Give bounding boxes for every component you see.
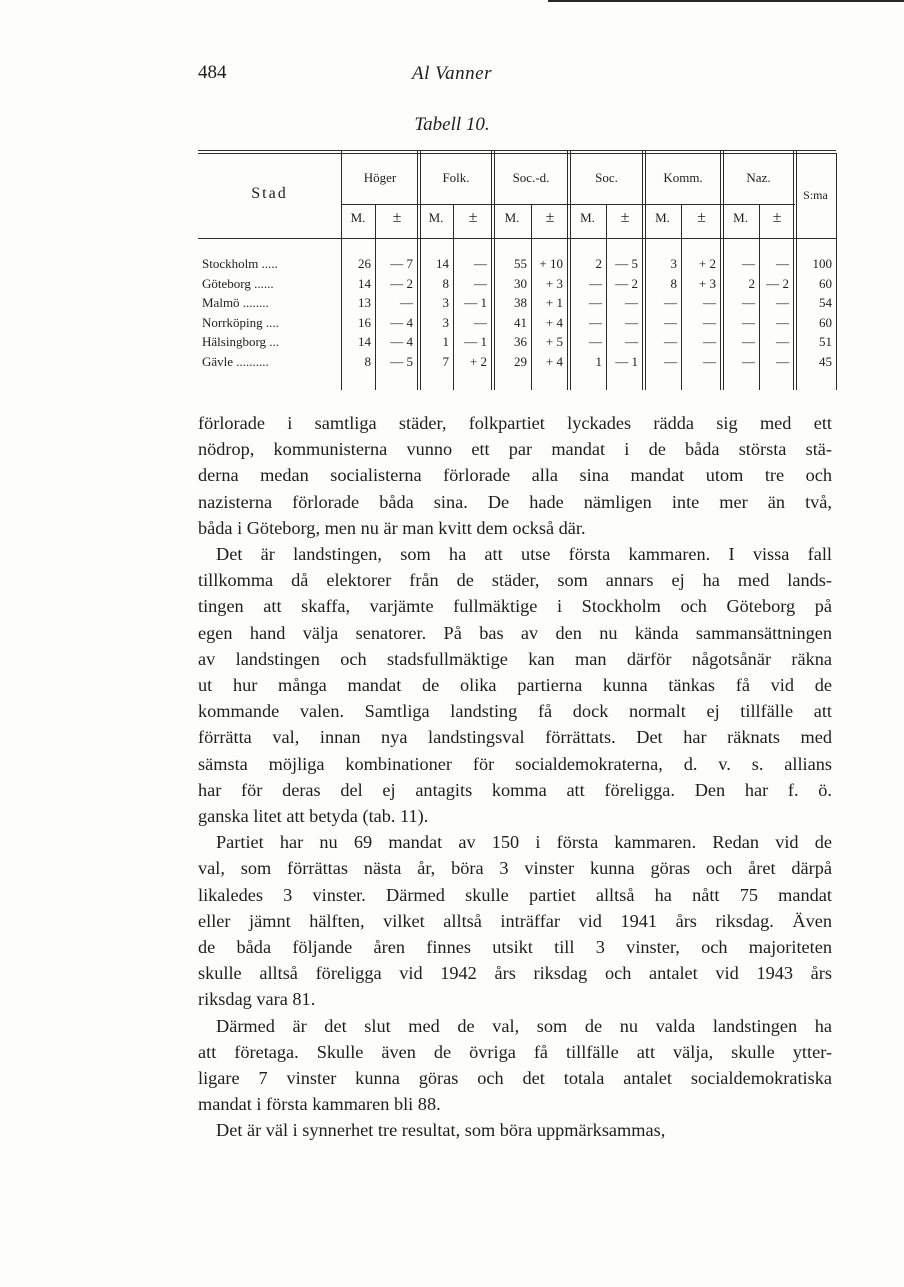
table-top-rule-inner — [198, 153, 836, 154]
text-line: båda i Göteborg, men nu är man kvitt dem också där. — [198, 517, 586, 538]
row-city: Malmö ........ — [202, 295, 269, 310]
cell-mandat: 41 — [514, 314, 527, 330]
col-header-pm: ± — [392, 209, 402, 226]
cell-sum: 100 — [812, 256, 832, 271]
cell-mandat: 14 — [358, 275, 371, 291]
cell-mandat: — — [664, 334, 677, 349]
cell-change: — 7 — [390, 256, 413, 271]
col-header-m: M. — [655, 210, 670, 225]
cell-change: — — [703, 334, 716, 349]
cell-change: — — [625, 295, 638, 310]
cell-change: — — [703, 295, 716, 310]
text-line: har för deras del ej antagits komma att föreligga. Den har f. ö. — [198, 779, 832, 800]
table-title: Tabell 10. — [414, 114, 490, 135]
text-line: derna medan socialisterna förlorade alla sina mandat utom tre och — [198, 465, 832, 486]
stub-header: Stad — [251, 185, 288, 202]
cell-mandat: 14 — [358, 334, 371, 349]
cell-mandat: 30 — [514, 275, 527, 291]
text-line: Partiet har nu 69 mandat av 150 i första kammaren. Redan vid de — [216, 832, 832, 853]
cell-mandat: — — [589, 334, 602, 349]
col-header-pm: ± — [468, 209, 478, 226]
col-header-pm: ± — [545, 209, 555, 226]
cell-mandat: — — [589, 275, 602, 291]
cell-change: — 4 — [390, 314, 413, 330]
group-header: Komm. — [663, 170, 703, 185]
cell-mandat: — — [664, 353, 677, 369]
cell-mandat: 8 — [442, 275, 449, 291]
col-header-m: M. — [428, 210, 444, 225]
running-head: Al Vanner — [412, 63, 492, 84]
body-text — [198, 410, 832, 1144]
cell-mandat: 8 — [670, 275, 677, 291]
cell-change: — — [400, 295, 413, 310]
text-line: förlorade i samtliga städer, folkpartiet lyckades rädda sig med ett — [198, 413, 832, 433]
text-line: Därmed är det slut med de val, som de nu valda landstingen ha — [216, 1015, 832, 1036]
text-line: tillkomma då elektorer från de städer, som annars ej ha med lands- — [198, 570, 832, 591]
cell-mandat: 8 — [364, 353, 371, 369]
cell-sum: 54 — [819, 295, 832, 310]
cell-change: — 5 — [615, 256, 638, 271]
text-line: ganska litet att betyda (tab. 11). — [198, 806, 429, 827]
cell-change: — 2 — [390, 275, 413, 291]
cell-mandat: — — [589, 314, 602, 330]
cell-change: — — [776, 314, 789, 330]
cell-change: — 4 — [390, 334, 413, 349]
cell-change: — — [625, 334, 638, 349]
cell-mandat: 3 — [442, 295, 449, 310]
text-line: ut hur många mandat de olika partierna kunna tänkas få vid de — [198, 675, 832, 696]
cell-mandat: 13 — [358, 295, 371, 310]
text-line: eller jämnt hälften, vilket alltså inträffar vid 1941 års riksdag. Även — [198, 910, 832, 931]
cell-change: + 4 — [545, 314, 563, 330]
cell-mandat: — — [589, 295, 602, 310]
cell-mandat: 1 — [442, 334, 449, 349]
cell-change: — — [776, 295, 789, 310]
cell-change: — — [474, 275, 487, 291]
cell-mandat: — — [742, 334, 755, 349]
cell-mandat: 2 — [748, 275, 755, 291]
text-line: ligare 7 vinster kunna göras och det totala antalet socialdemokratiska — [198, 1068, 832, 1089]
text-line: Det är väl i synnerhet tre resultat, som böra uppmärksammas, — [216, 1120, 666, 1141]
group-header: Soc.-d. — [512, 170, 550, 185]
cell-mandat: 26 — [358, 256, 371, 271]
cell-change: — 5 — [390, 353, 413, 369]
row-city: Göteborg ...... — [202, 275, 274, 291]
group-header: Höger — [363, 170, 397, 185]
cell-change: — 2 — [766, 275, 789, 291]
text-line: val, som förrättas nästa år, böra 3 vinster kunna göras och året därpå — [198, 858, 832, 879]
cell-change: + 1 — [545, 295, 563, 310]
cell-change: + 3 — [545, 275, 563, 291]
cell-change: — — [776, 353, 789, 369]
row-city: Norrköping .... — [202, 314, 279, 330]
text-line: nazisterna förlorade båda sina. De hade nämligen inte mer än två, — [198, 491, 832, 512]
header-bottom-rule — [198, 238, 836, 239]
row-city: Gävle .......... — [202, 353, 269, 369]
col-header-m: M. — [504, 210, 520, 225]
cell-mandat: 38 — [514, 295, 527, 310]
cell-mandat: 3 — [670, 256, 677, 271]
group-header: Soc. — [595, 170, 618, 185]
table-top-rule — [198, 150, 836, 151]
cell-mandat: — — [664, 314, 677, 330]
text-line: att företaga. Skulle även de övriga få tillfälle att välja, skulle ytter- — [198, 1041, 832, 1062]
cell-change: — 1 — [464, 295, 487, 310]
cell-change: — — [625, 314, 638, 330]
text-line: förrätta val, innan nya landstingsval förrättats. Det har räknats med — [198, 727, 832, 748]
text-line: likaledes 3 vinster. Därmed skulle partiet alltså ha nått 75 mandat — [198, 884, 832, 905]
top-edge-rule — [548, 0, 904, 2]
cell-mandat: 14 — [436, 256, 449, 271]
text-line: de båda följande åren finnes utsikt till 3 vinster, och majoriteten — [198, 937, 832, 958]
cell-change: — — [474, 314, 487, 330]
group-header: Naz. — [746, 170, 771, 185]
text-line: riksdag vara 81. — [198, 989, 316, 1010]
col-header-pm: ± — [620, 209, 630, 226]
cell-change: — — [474, 256, 487, 271]
cell-change: + 2 — [469, 353, 487, 369]
table-right-rule — [836, 153, 837, 390]
cell-change: + 4 — [545, 353, 563, 369]
cell-change: + 5 — [545, 334, 563, 349]
text-line: Det är landstingen, som ha att utse första kammaren. I vissa fall — [216, 544, 832, 565]
data-table — [198, 150, 838, 390]
cell-mandat: — — [664, 295, 677, 310]
cell-mandat: 2 — [595, 256, 602, 271]
cell-sum: 51 — [819, 334, 832, 349]
cell-mandat: — — [742, 314, 755, 330]
row-city: Stockholm ..... — [202, 256, 278, 271]
cell-mandat: 7 — [442, 353, 449, 369]
group-header: Folk. — [442, 170, 470, 185]
text-line: av landstingen och stadsfullmäktige kan man därför någotsånär räkna — [198, 648, 832, 669]
text-line: kommande valen. Samtliga landsting få dock normalt ej tillfälle att — [198, 701, 832, 722]
cell-change: + 3 — [698, 275, 716, 291]
text-line: egen hand välja senatorer. På bas av den nu kända sammansättningen — [198, 622, 832, 643]
col-header-m: M. — [350, 210, 366, 225]
cell-change: — — [703, 314, 716, 330]
cell-mandat: 55 — [514, 256, 527, 271]
page-number: 484 — [198, 62, 227, 83]
row-city: Hälsingborg ... — [202, 334, 280, 349]
cell-change: + 10 — [539, 256, 563, 271]
cell-change: — — [703, 353, 716, 369]
cell-mandat: 29 — [514, 353, 527, 369]
cell-change: — — [776, 256, 789, 271]
cell-change: — 2 — [615, 275, 638, 291]
col-header-m: M. — [580, 210, 595, 225]
text-line: tingen att skaffa, varjämte fullmäktige i Stockholm och Göteborg på — [198, 596, 832, 617]
sum-header: S:ma — [803, 188, 828, 202]
text-line: skulle alltså föreligga vid 1942 års riksdag och antalet vid 1943 års — [198, 963, 832, 984]
text-line: nödrop, kommunisterna vunno ett par mandat i de båda största stä- — [198, 439, 832, 460]
cell-sum: 45 — [819, 353, 832, 369]
cell-mandat: 36 — [514, 334, 527, 349]
text-line: mandat i första kammaren bli 88. — [198, 1094, 441, 1115]
col-header-m: M. — [733, 210, 748, 225]
cell-mandat: — — [742, 256, 755, 271]
cell-mandat: 3 — [442, 314, 449, 330]
cell-change: — 1 — [615, 353, 638, 369]
cell-mandat: 16 — [358, 314, 371, 330]
cell-sum: 60 — [819, 275, 832, 291]
cell-change: — — [776, 334, 789, 349]
cell-mandat: 1 — [595, 353, 602, 369]
cell-change: — 1 — [464, 334, 487, 349]
col-header-pm: ± — [772, 209, 782, 226]
cell-mandat: — — [742, 295, 755, 310]
cell-sum: 60 — [819, 314, 832, 330]
cell-mandat: — — [742, 353, 755, 369]
col-header-pm: ± — [697, 209, 706, 226]
cell-change: + 2 — [698, 256, 716, 271]
text-line: sämsta möjliga kombinationer för socialdemokraterna, d. v. s. allians — [198, 753, 832, 774]
